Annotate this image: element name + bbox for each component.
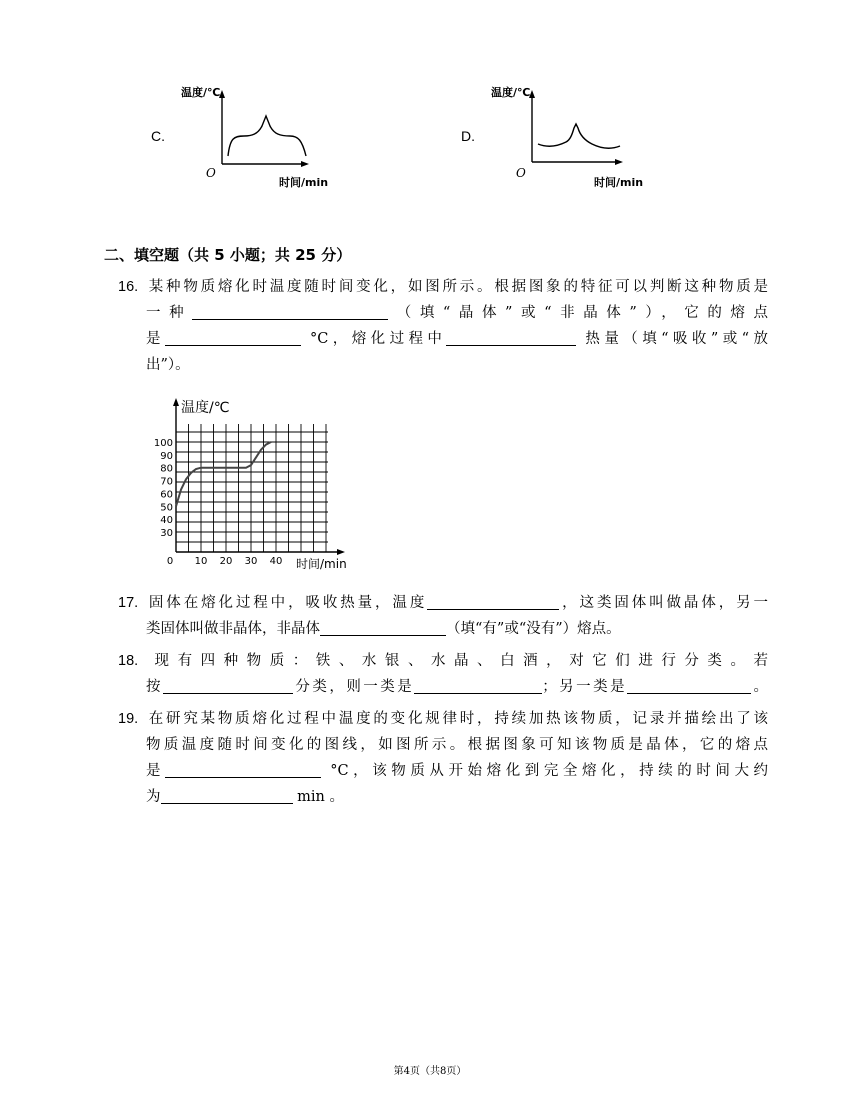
question-19 [118,706,768,810]
temperature-time-chart [150,392,360,578]
q19-line-1 [118,706,768,732]
chart-y-tick-label: 70 [160,476,173,488]
q19-line-2 [118,732,768,758]
q18-blank-2[interactable] [414,676,542,694]
q17-text-2b: （填“有”或“没有”）熔点。 [446,621,621,637]
chart-y-tick-label: 60 [160,489,173,501]
q16-text-3a: 是 [146,331,165,347]
q18-blank-1[interactable] [163,676,293,694]
q17-text-1a: 固体在熔化过程中，吸收热量，温度 [146,595,428,611]
option-d-label: D. [461,128,475,144]
q16-blank-2[interactable] [165,328,301,346]
q19-line-3 [118,758,768,784]
page-footer: 第4页（共8页） [393,1066,467,1077]
option-d-curve [538,124,620,148]
q17-number: 17. [118,595,139,611]
q17-blank-2[interactable] [320,618,446,636]
q17-blank-1[interactable] [427,592,559,610]
q19-blank-1[interactable] [165,760,321,778]
q19-text-1: 在研究某物质熔化过程中温度的变化规律时，持续加热该物质，记录并描绘出了该 [146,711,768,727]
q16-text-3b: °C，熔化过程中 [309,331,447,347]
q19-number: 19. [118,711,139,727]
q17-line-1 [118,590,768,616]
q19-text-4b: min 。 [297,789,344,805]
q18-text-2b: 分类，则一类是 [292,679,415,695]
q18-line-2 [118,674,768,700]
chart-x-tick-label: 40 [269,556,283,567]
q19-line-4 [118,784,768,810]
option-d-ylabel: 温度/℃ [491,86,531,99]
option-d-xlabel: 时间/min [594,176,644,189]
option-c-curve [228,116,306,156]
q18-text-2c: ；另一类是 [542,679,628,695]
q16-text-1: 某种物质熔化时温度随时间变化，如图所示。根据图象的特征可以判断这种物质是 [146,279,768,295]
chart-xlabel: 时间/min [296,557,347,571]
q17-line-2 [118,616,768,642]
q18-blank-3[interactable] [627,676,751,694]
q16-line-2 [118,300,768,326]
question-18 [118,648,768,700]
q16-number: 16. [118,279,139,295]
q18-line-1 [118,648,768,674]
chart-x-tick-label: 0 [166,556,174,567]
chart-grid [176,424,328,552]
q16-blank-3[interactable] [446,328,576,346]
chart-y-tick-label: 40 [160,515,173,527]
chart-y-tick-label: 50 [160,502,173,514]
chart-x-arrow [337,549,345,555]
q16-text-2b: （填“晶体”或“非晶体”），它的熔点 [388,305,769,321]
chart-y-arrow [173,398,179,406]
q19-text-2: 物质温度随时间变化的图线，如图所示。根据图象可知该物质是晶体，它的熔点 [146,737,768,753]
option-d-x-arrow [615,159,623,165]
q19-text-4a: 为 [146,789,161,805]
q16-chart [150,392,360,578]
q18-text-2a: 按 [146,679,163,695]
q19-text-3a: 是 [146,763,166,779]
q16-line-1 [118,274,768,300]
section-title: 二、填空题（共 5 小题；共 25 分） [104,246,352,264]
q16-line-3 [118,326,768,352]
chart-axes [173,398,345,555]
question-16 [118,274,768,378]
q18-number: 18. [118,653,139,669]
q16-line-4 [118,352,768,378]
option-c-label: C. [151,128,165,144]
option-d-origin: O [516,166,526,180]
q16-blank-1[interactable] [192,302,388,320]
option-c-origin: O [206,166,216,180]
option-c-x-arrow [301,161,309,167]
chart-y-tick-label: 30 [160,528,173,539]
q16-text-2a: 一种 [146,305,193,321]
chart-y-tick-label: 100 [153,438,173,449]
chart-x-tick-label: 20 [219,556,233,567]
chart-y-tick-label: 80 [160,463,173,475]
option-c-ylabel: 温度/℃ [181,86,221,99]
q17-text-2a: 类固体叫做非晶体，非晶体 [146,621,320,637]
q18-text-1: 现有四种物质：铁、水银、水晶、白酒，对它们进行分类。若 [146,653,768,669]
chart-x-tick-label: 10 [194,556,208,567]
q17-text-1b: ，这类固体叫做晶体，另一 [559,595,769,611]
q19-text-3b: °C，该物质从开始熔化到完全熔化，持续的时间大约 [330,763,769,779]
q19-blank-2[interactable] [161,786,293,804]
chart-ylabel: 温度/℃ [181,400,230,416]
q16-text-3c: 热量（填“吸收”或“放 [585,331,768,347]
chart-x-tick-label: 30 [244,556,258,567]
option-c-xlabel: 时间/min [279,176,329,189]
chart-y-tick-label: 90 [160,450,173,462]
q16-text-4: 出”）。 [146,357,190,373]
question-17 [118,590,768,642]
q18-text-2d: 。 [751,679,769,695]
